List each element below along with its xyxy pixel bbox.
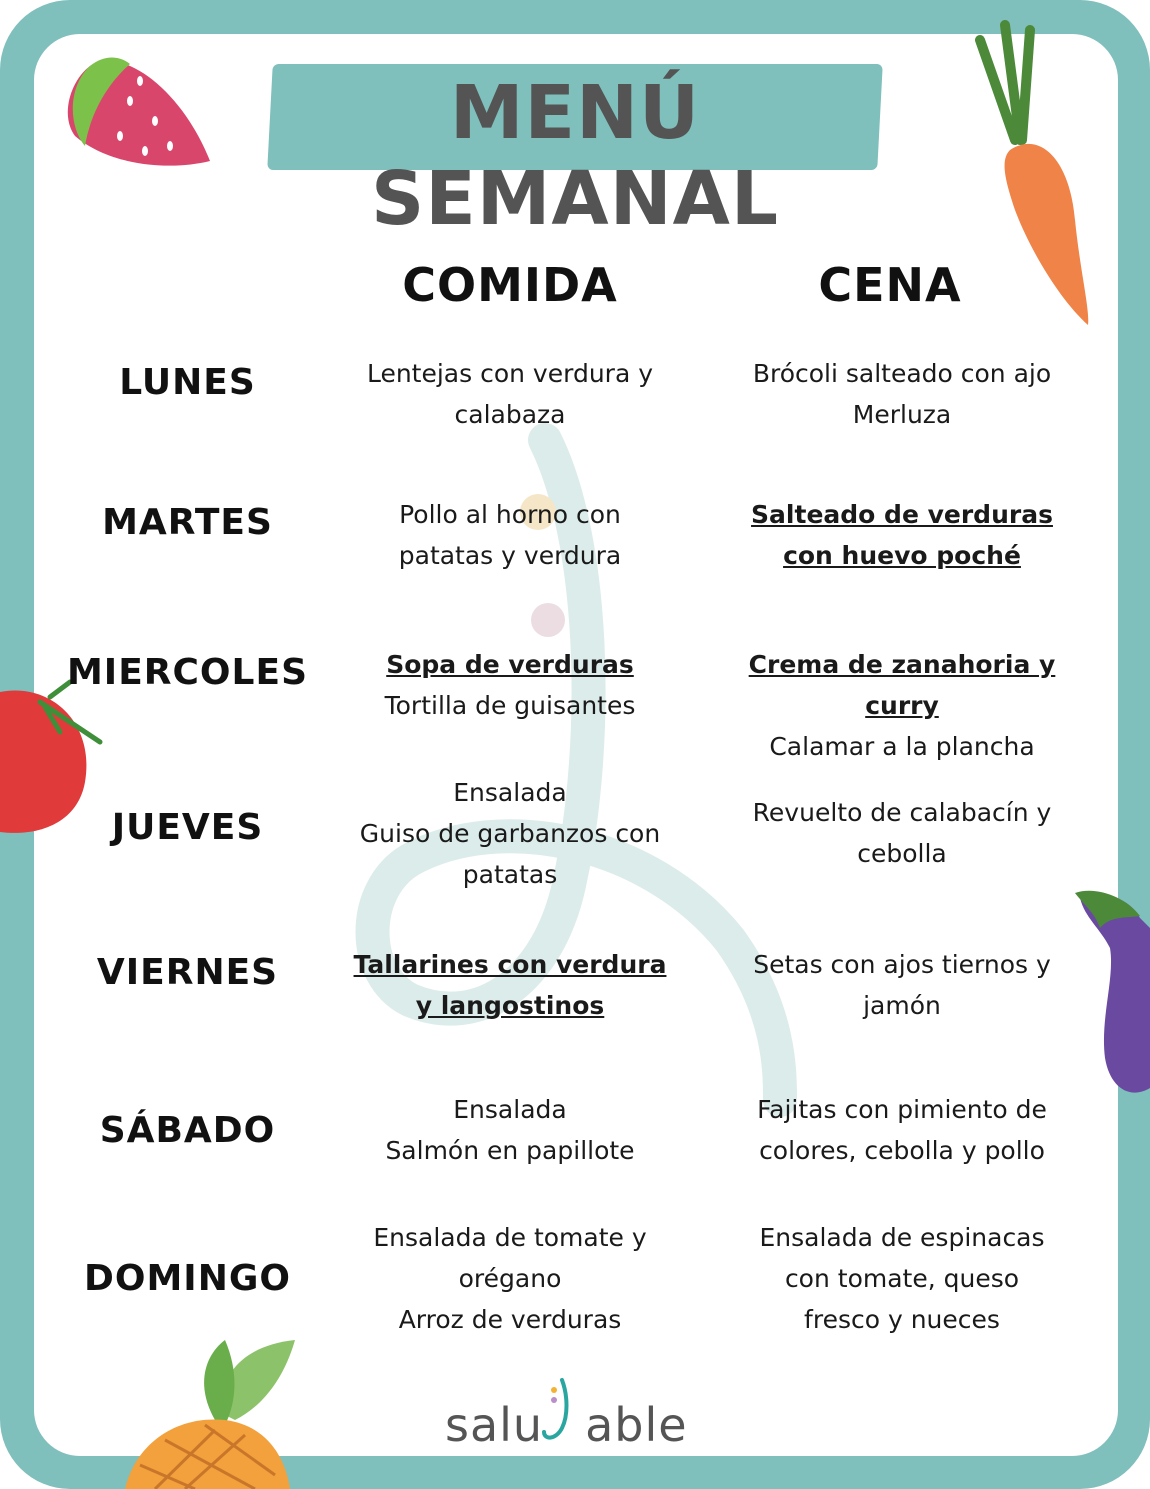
dinner-cell <box>732 792 1072 874</box>
day-label: VIERNES <box>96 952 279 993</box>
lunch-cell <box>340 494 680 576</box>
day-label: JUEVES <box>111 807 264 848</box>
dish-line: Calamar a la plancha <box>769 732 1035 761</box>
dish-line: jamón <box>863 991 941 1020</box>
dish-line: patatas <box>462 860 558 889</box>
dish-line: con tomate, queso <box>784 1264 1020 1293</box>
dish-line: Tallarines con verdura <box>353 950 667 979</box>
dinner-cell <box>732 494 1072 576</box>
dish-line: Brócoli salteado con ajo <box>752 359 1052 388</box>
dish-line: con huevo poché <box>783 541 1021 570</box>
column-header-dinner: CENA <box>818 258 962 312</box>
pineapple-icon <box>115 1335 335 1489</box>
dish-line: Sopa de verduras <box>386 650 634 679</box>
dish-line: orégano <box>458 1264 562 1293</box>
dish-line: Lentejas con verdura y <box>366 359 654 388</box>
dinner-cell <box>732 1089 1072 1171</box>
lunch-cell <box>340 1089 680 1171</box>
dish-line: patatas y verdura <box>398 541 622 570</box>
dish-line: Arroz de verduras <box>398 1305 622 1334</box>
logo-text-right: able <box>585 1398 688 1452</box>
page-title: MENÚ SEMANAL <box>370 70 780 242</box>
dish-line: Pollo al horno con <box>399 500 621 529</box>
day-label: LUNES <box>119 362 256 403</box>
day-label: MIERCOLES <box>66 652 308 693</box>
dish-line: fresco y nueces <box>804 1305 1000 1334</box>
dinner-cell <box>732 944 1072 1026</box>
dinner-cell <box>732 353 1072 435</box>
eggplant-icon <box>1070 888 1150 1100</box>
dish-line: cebolla <box>857 839 947 868</box>
logo-text-left: salu <box>445 1398 544 1452</box>
dish-line: Salteado de verduras <box>751 500 1053 529</box>
strawberry-icon <box>60 46 220 176</box>
dish-line: Crema de zanahoria y curry <box>748 650 1056 720</box>
dish-line: y langostinos <box>415 991 605 1020</box>
day-label: MARTES <box>102 502 273 543</box>
dish-line: Ensalada de tomate y <box>373 1223 647 1252</box>
dish-line: Fajitas con pimiento de <box>757 1095 1047 1124</box>
dish-line: Setas con ajos tiernos y <box>753 950 1051 979</box>
dish-line: Salmón en papillote <box>385 1136 635 1165</box>
dish-line: Guiso de garbanzos con <box>359 819 661 848</box>
dish-line: Tortilla de guisantes <box>384 691 636 720</box>
dinner-cell <box>732 644 1072 767</box>
brand-logo <box>445 1398 688 1452</box>
lunch-cell <box>340 353 680 435</box>
lunch-cell <box>340 644 680 726</box>
column-header-lunch: COMIDA <box>402 258 618 312</box>
lunch-cell <box>340 1217 680 1340</box>
dish-line: Ensalada <box>453 1095 567 1124</box>
dish-line: colores, cebolla y pollo <box>759 1136 1045 1165</box>
dish-line: Ensalada de espinacas <box>759 1223 1045 1252</box>
lunch-cell <box>340 772 680 895</box>
dish-line: Ensalada <box>453 778 567 807</box>
dish-line: Merluza <box>852 400 952 429</box>
day-label: SÁBADO <box>99 1110 276 1151</box>
dinner-cell <box>732 1217 1072 1340</box>
day-label: DOMINGO <box>84 1258 291 1299</box>
lunch-cell <box>340 944 680 1026</box>
dish-line: calabaza <box>454 400 566 429</box>
dish-line: Revuelto de calabacín y <box>752 798 1052 827</box>
